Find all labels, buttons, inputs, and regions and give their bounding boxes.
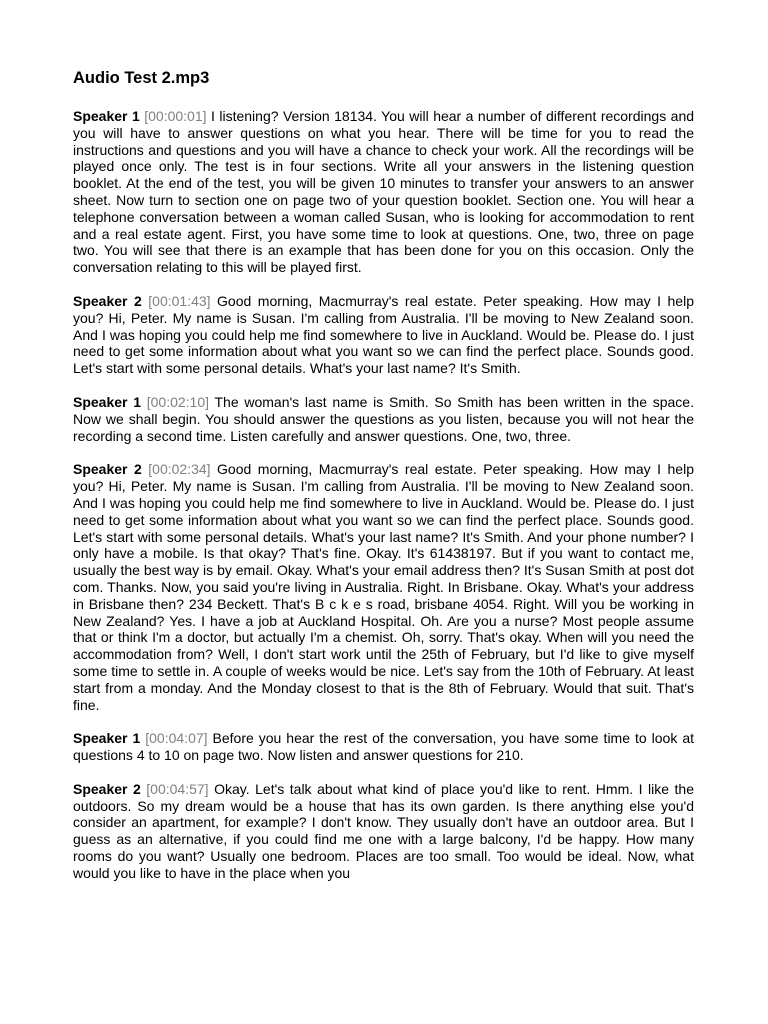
transcript-segment <box>73 781 694 882</box>
document-title: Audio Test 2.mp3 <box>73 69 210 87</box>
speaker-label: Speaker 2 <box>73 780 141 797</box>
segment-text: Good morning, Macmurray's real estate. Peter speaking. How may I help you? Hi, Peter. My name is Susan. I'm calling from Australia. I'll be moving to New Zealand soon. And I was hoping you could help me find somewhere to live in Auckland. Would be. Please do. I just need to get some information about what you want so we can find the perfect place. Sounds good. Let's start with some personal details. What's your last name? It's Smith. And your phone number? I only have a mobile. Is that okay? That's fine. Okay. It's 61438197. But if you want to contact me, usually the best way is by email. Okay. What's your email address then? It's Susan Smith at post dot com. Thanks. Now, you said you're living in Australia. Right. In Brisbane. Okay. What's your address in Brisbane then? 234 Beckett. That's B c k e s road, brisbane 4054. Right. Will you be working in New Zealand? Yes. I have a job at Auckland Hospital. Oh. Are you a nurse? Most people assume that or think I'm a doctor, but actually I'm a chemist. Oh, sorry. That's okay. When will you need the accommodation from? Well, I don't start work until the 25th of February, but I'd like to give myself some time to settle in. A couple of weeks would be nice. Let's say from the 10th of February. At least start from a monday. And the Monday closest to that is the 8th of February. Would that suit. That's fine. <box>73 461 694 713</box>
timestamp: [00:04:07] <box>145 730 208 747</box>
segment-text: Okay. Let's talk about what kind of place you'd like to rent. Hmm. I like the outdoors. So my dream would be a house that has its own garden. Is there anything else you'd consider an apartment, for example? I don't know. They usually don't have an outdoor area. But I guess as an alternative, if you could find me one with a large balcony, I'd be happy. How many rooms do you want? Usually one bedroom. Places are too small. Too would be ideal. Now, what would you like to have in the place when you <box>73 780 695 881</box>
timestamp: [00:04:57] <box>146 780 209 797</box>
segment-text: Good morning, Macmurray's real estate. Peter speaking. How may I help you? Hi, Peter. My name is Susan. I'm calling from Australia. I'll be moving to New Zealand soon. And I was hoping you could help me find somewhere to live in Auckland. Would be. Please do. I just need to get some information about what you want so we can find the perfect place. Sounds good. Let's start with some personal details. What's your last name? It's Smith. <box>73 292 694 377</box>
speaker-label: Speaker 1 <box>73 393 141 410</box>
transcript-segment <box>73 730 694 764</box>
timestamp: [00:02:10] <box>146 393 210 410</box>
segment-text: I listening? Version 18134. You will hear a number of different recordings and you will have to answer questions on what you hear. There will be time for you to read the instructions and questions and you will have a chance to check your work. All the recordings will be played once only. The test is in four sections. Write all your answers in the listening question booklet. At the end of the test, you will be given 10 minutes to transfer your answers to an answer sheet. Now turn to section one on page two of your question booklet. Section one. You will hear a telephone conversation between a woman called Susan, who is looking for accommodation to rent and a real estate agent. First, you have some time to look at questions. One, two, three on page two. You will see that there is an example that has been done for you on this occasion. Only the conversation relating to this will be played first. <box>73 108 695 276</box>
transcript-segment <box>73 461 694 713</box>
speaker-label: Speaker 2 <box>73 292 142 309</box>
transcript-page <box>73 66 694 899</box>
timestamp: [00:00:01] <box>144 108 207 124</box>
speaker-label: Speaker 2 <box>73 461 142 478</box>
transcript-segment <box>73 293 694 377</box>
segment-text: The woman's last name is Smith. So Smith has been written in the space. Now we shall begin. You should answer the questions as you listen, because you will not hear the recording a second time. Listen carefully and answer questions. One, two, three. <box>73 393 694 444</box>
transcript-segment <box>73 108 694 276</box>
timestamp: [00:02:34] <box>148 461 211 478</box>
transcript-segment <box>73 394 694 444</box>
timestamp: [00:01:43] <box>148 292 211 309</box>
speaker-label: Speaker 1 <box>73 108 140 124</box>
speaker-label: Speaker 1 <box>73 730 141 747</box>
segment-text: Before you hear the rest of the conversation, you have some time to look at questions 4 to 10 on page two. Now listen and answer questions for 210. <box>73 730 694 764</box>
